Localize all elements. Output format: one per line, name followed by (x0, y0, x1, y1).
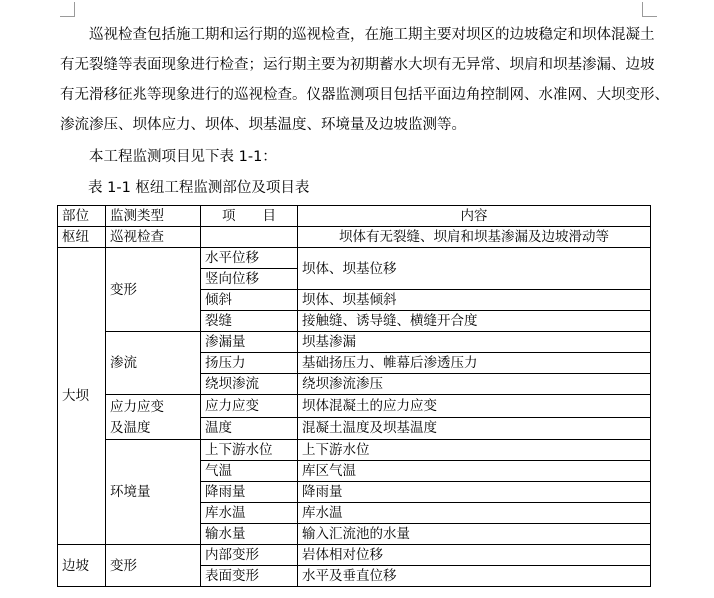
table-row (58, 227, 651, 248)
cell-content: 坝体、坝基位移 (298, 248, 651, 290)
cell-content: 输入汇流池的水量 (298, 524, 651, 545)
cell-content: 上下游水位 (298, 440, 651, 461)
cell-item: 输水量 (201, 524, 298, 545)
cell-content: 坝体、坝基倾斜 (298, 290, 651, 311)
monitoring-table (57, 205, 651, 587)
paragraph-line: 渗流渗压、坝体应力、坝体、坝基温度、环境量及边坡监测等。 (60, 117, 466, 133)
cell-content: 水平及垂直位移 (298, 566, 651, 587)
cell-item: 渗漏量 (201, 332, 298, 353)
cell-content: 降雨量 (298, 482, 651, 503)
cell-item: 倾斜 (201, 290, 298, 311)
table-reference-paragraph (60, 142, 650, 172)
page-corner-mark-left (60, 2, 75, 17)
cell-item: 裂缝 (201, 311, 298, 332)
cell-type: 环境量 (106, 440, 201, 545)
cell-content: 岩体相对位移 (298, 545, 651, 566)
cell-content: 坝基渗漏 (298, 332, 651, 353)
table-row (58, 440, 651, 461)
type-line: 应力应变 (110, 399, 164, 415)
cell-item: 扬压力 (201, 353, 298, 374)
table-row (58, 248, 651, 269)
cell-content: 坝体混凝土的应力应变 (298, 395, 651, 418)
cell-type: 巡视检查 (106, 227, 201, 248)
cell-item: 内部变形 (201, 545, 298, 566)
type-line: 及温度 (110, 420, 151, 436)
paragraph-line: 巡视检查包括施工期和运行期的巡视检查，在施工期主要对坝区的边坡稳定和坝体混凝土 (60, 27, 655, 43)
cell-type: 渗流 (106, 332, 201, 395)
cell-part: 大坝 (58, 248, 106, 545)
cell-type (106, 395, 201, 440)
header-type: 监测类型 (106, 206, 201, 227)
cell-content: 库区气温 (298, 461, 651, 482)
intro-paragraph (60, 20, 669, 140)
cell-content: 库水温 (298, 503, 651, 524)
cell-content: 接触缝、诱导缝、横缝开合度 (298, 311, 651, 332)
cell-content: 绕坝渗流渗压 (298, 374, 651, 395)
cell-item: 降雨量 (201, 482, 298, 503)
cell-item: 库水温 (201, 503, 298, 524)
cell-item: 气温 (201, 461, 298, 482)
table-header-row (58, 206, 651, 227)
cell-item: 应力应变 (201, 395, 298, 418)
cell-type: 变形 (106, 545, 201, 587)
cell-part: 边坡 (58, 545, 106, 587)
table-row (58, 545, 651, 566)
cell-item: 竖向位移 (201, 269, 298, 290)
cell-content: 基础扬压力、帷幕后渗透压力 (298, 353, 651, 374)
cell-content: 坝体有无裂缝、坝肩和坝基渗漏及边坡滑动等 (298, 227, 651, 248)
cell-item (201, 227, 298, 248)
cell-item: 温度 (201, 417, 298, 440)
header-content: 内容 (298, 206, 651, 227)
table-row (58, 395, 651, 418)
table-row (58, 332, 651, 353)
paragraph-line: 有无滑移征兆等现象进行的巡视检查。仪器监测项目包括平面边角控制网、水准网、大坝变形、 (60, 87, 669, 103)
table-caption: 表 1-1 枢纽工程监测部位及项目表 (88, 180, 310, 196)
page-corner-mark-right (642, 2, 657, 17)
cell-part: 枢纽 (58, 227, 106, 248)
cell-type: 变形 (106, 248, 201, 332)
cell-item: 上下游水位 (201, 440, 298, 461)
cell-item: 绕坝渗流 (201, 374, 298, 395)
cell-content: 混凝土温度及坝基温度 (298, 417, 651, 440)
paragraph-line: 有无裂缝等表面现象进行检查；运行期主要为初期蓄水大坝有无异常、坝肩和坝基渗漏、边坡 (60, 57, 655, 73)
header-part: 部位 (58, 206, 106, 227)
header-item: 项 目 (201, 206, 298, 227)
cell-item: 表面变形 (201, 566, 298, 587)
cell-item: 水平位移 (201, 248, 298, 269)
paragraph-line: 本工程监测项目见下表 1-1： (60, 149, 277, 165)
